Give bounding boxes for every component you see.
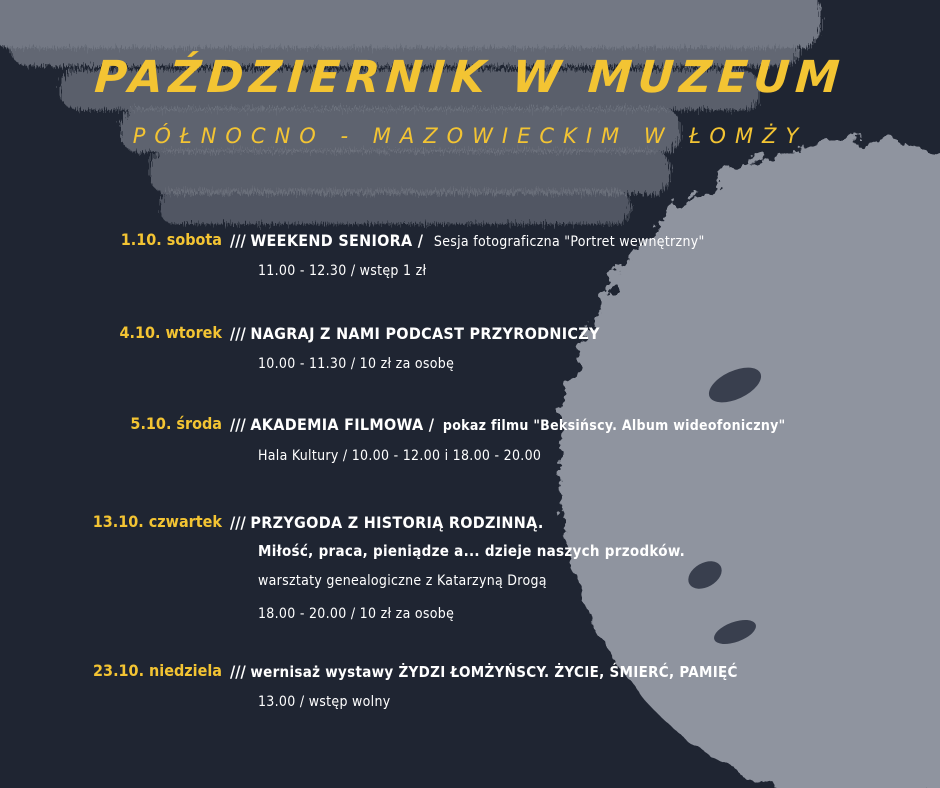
event-title-line (230, 230, 705, 253)
separator: /// (230, 415, 246, 434)
event-description: warsztaty genealogiczne z Katarzyną Drogą (258, 573, 547, 589)
event-title: AKADEMIA FILMOWA / (250, 415, 435, 434)
event-date: 23.10. niedziela (93, 661, 222, 680)
event-title-line (230, 512, 544, 534)
separator: /// (230, 231, 246, 250)
event-date: 1.10. sobota (120, 230, 222, 249)
event-time: 18.00 - 20.00 / 10 zł za osobę (258, 606, 455, 622)
event-title-line (230, 323, 600, 345)
page-title: PAŹDZIERNIK W MUZEUM (93, 52, 847, 103)
event-time: 13.00 / wstęp wolny (258, 694, 391, 710)
event-date: 13.10. czwartek (92, 512, 222, 531)
event-title: NAGRAJ Z NAMI PODCAST PRZYRODNICZY (250, 324, 600, 343)
event-date: 5.10. środa (130, 414, 222, 433)
event-title-line (230, 661, 738, 683)
event-date: 4.10. wtorek (119, 323, 222, 342)
event-title-line2: Miłość, praca, pieniądze a... dzieje naszych przodków. (258, 542, 686, 560)
page-subtitle: PÓŁNOCNO - MAZOWIECKIM W ŁOMŻY (132, 124, 808, 148)
event-title: PRZYGODA Z HISTORIĄ RODZINNĄ. (250, 513, 544, 532)
event-time: 11.00 - 12.30 / wstęp 1 zł (258, 263, 427, 279)
event-description: pokaz filmu "Beksińscy. Album wideofoniczny" (442, 418, 786, 434)
event-title: WEEKEND SENIORA / (250, 231, 424, 250)
separator: /// (230, 324, 246, 343)
separator: /// (230, 513, 246, 532)
event-title: wernisaż wystawy ŻYDZI ŁOMŻYŃSCY. ŻYCIE, ŚMIERĆ, PAMIĘĆ (250, 663, 738, 681)
separator: /// (230, 662, 246, 681)
event-description: Sesja fotograficzna "Portret wewnętrzny" (433, 234, 705, 250)
event-title-line (230, 414, 786, 437)
event-time: Hala Kultury / 10.00 - 12.00 i 18.00 - 20.00 (258, 448, 542, 464)
event-time: 10.00 - 11.30 / 10 zł za osobę (258, 356, 455, 372)
